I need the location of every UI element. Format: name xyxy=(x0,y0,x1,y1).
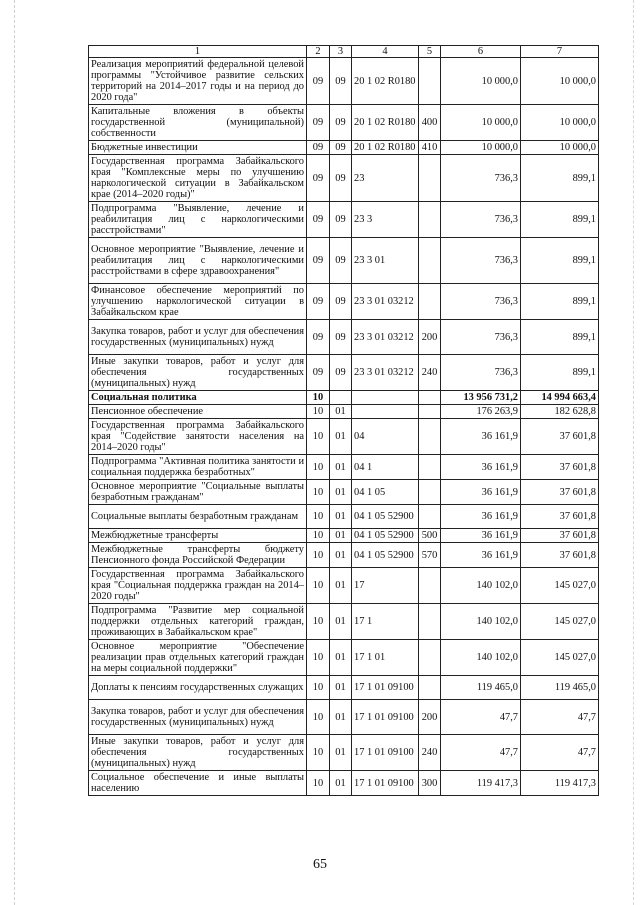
target-article-code xyxy=(352,405,419,419)
expense-type-code: 240 xyxy=(419,355,441,391)
row-name: Основное мероприятие "Социальные выплаты безработным гражданам" xyxy=(89,480,307,505)
amount-year-1: 140 102,0 xyxy=(441,604,521,640)
amount-year-1: 119 465,0 xyxy=(441,676,521,700)
row-name: Финансовое обеспечение мероприятий по улучшению наркологической ситуации в Забайкальском крае xyxy=(89,284,307,320)
subsection-code: 01 xyxy=(330,700,352,735)
amount-year-2: 37 601,8 xyxy=(521,419,599,455)
section-code: 09 xyxy=(307,320,330,355)
amount-year-1: 10 000,0 xyxy=(441,105,521,141)
expense-type-code xyxy=(419,640,441,676)
amount-year-2: 10 000,0 xyxy=(521,58,599,105)
amount-year-2: 10 000,0 xyxy=(521,141,599,155)
row-name: Основное мероприятие "Обеспечение реализации прав отдельных категорий граждан на меры социальной поддержки" xyxy=(89,640,307,676)
table-row xyxy=(89,543,599,568)
amount-year-1: 736,3 xyxy=(441,202,521,238)
expense-type-code xyxy=(419,284,441,320)
subsection-code: 01 xyxy=(330,676,352,700)
expense-type-code xyxy=(419,455,441,480)
table-row xyxy=(89,105,599,141)
amount-year-1: 140 102,0 xyxy=(441,640,521,676)
target-article-code: 23 3 xyxy=(352,202,419,238)
subsection-code: 09 xyxy=(330,202,352,238)
target-article-code: 17 1 01 09100 xyxy=(352,735,419,771)
section-code: 09 xyxy=(307,355,330,391)
row-name: Доплаты к пенсиям государственных служащих xyxy=(89,676,307,700)
row-name: Государственная программа Забайкальского края "Социальная поддержка граждан на 2014–2020 годы" xyxy=(89,568,307,604)
subsection-code: 09 xyxy=(330,105,352,141)
expense-type-code xyxy=(419,505,441,529)
table-row xyxy=(89,391,599,405)
subsection-code: 09 xyxy=(330,320,352,355)
expense-type-code xyxy=(419,568,441,604)
section-code: 10 xyxy=(307,505,330,529)
subsection-code: 09 xyxy=(330,141,352,155)
expense-type-code xyxy=(419,202,441,238)
amount-year-1: 36 161,9 xyxy=(441,543,521,568)
section-code: 10 xyxy=(307,419,330,455)
expense-type-code xyxy=(419,405,441,419)
table-row xyxy=(89,640,599,676)
amount-year-2: 47,7 xyxy=(521,700,599,735)
expense-type-code xyxy=(419,155,441,202)
target-article-code: 04 1 05 52900 xyxy=(352,505,419,529)
amount-year-1: 47,7 xyxy=(441,700,521,735)
row-name: Реализация мероприятий федеральной целевой программы "Устойчивое развитие сельских территорий на 2014–2017 годы и на период до 2020 года" xyxy=(89,58,307,105)
amount-year-1: 47,7 xyxy=(441,735,521,771)
section-code: 10 xyxy=(307,640,330,676)
target-article-code: 04 1 05 52900 xyxy=(352,543,419,568)
subsection-code: 01 xyxy=(330,640,352,676)
amount-year-1: 36 161,9 xyxy=(441,455,521,480)
amount-year-1: 13 956 731,2 xyxy=(441,391,521,405)
page-edge-left xyxy=(14,0,15,905)
expense-type-code xyxy=(419,604,441,640)
table-row xyxy=(89,771,599,796)
subsection-code: 09 xyxy=(330,58,352,105)
target-article-code: 17 1 01 09100 xyxy=(352,700,419,735)
subsection-code: 01 xyxy=(330,405,352,419)
expense-type-code xyxy=(419,480,441,505)
row-name: Межбюджетные трансферты xyxy=(89,529,307,543)
section-code: 09 xyxy=(307,238,330,284)
expense-type-code xyxy=(419,238,441,284)
row-name: Основное мероприятие "Выявление, лечение и реабилитация лиц с наркологическими расстройствами в сфере здравоохранения" xyxy=(89,238,307,284)
amount-year-2: 899,1 xyxy=(521,238,599,284)
amount-year-2: 37 601,8 xyxy=(521,543,599,568)
subsection-code: 09 xyxy=(330,355,352,391)
subsection-code: 01 xyxy=(330,735,352,771)
page-edge-right xyxy=(633,0,634,905)
amount-year-1: 736,3 xyxy=(441,320,521,355)
amount-year-2: 37 601,8 xyxy=(521,455,599,480)
amount-year-2: 37 601,8 xyxy=(521,529,599,543)
amount-year-2: 119 465,0 xyxy=(521,676,599,700)
target-article-code: 23 3 01 03212 xyxy=(352,320,419,355)
amount-year-2: 182 628,8 xyxy=(521,405,599,419)
table-row xyxy=(89,676,599,700)
section-code: 10 xyxy=(307,771,330,796)
subsection-code: 01 xyxy=(330,543,352,568)
target-article-code: 17 1 01 09100 xyxy=(352,771,419,796)
table-row xyxy=(89,700,599,735)
row-name: Подпрограмма "Выявление, лечение и реабилитация лиц с наркологическими расстройствами" xyxy=(89,202,307,238)
amount-year-2: 119 417,3 xyxy=(521,771,599,796)
amount-year-2: 37 601,8 xyxy=(521,505,599,529)
amount-year-1: 736,3 xyxy=(441,355,521,391)
expense-type-code: 240 xyxy=(419,735,441,771)
table-row xyxy=(89,480,599,505)
table-row xyxy=(89,155,599,202)
table-row xyxy=(89,604,599,640)
column-header: 5 xyxy=(419,46,441,58)
target-article-code: 17 1 01 09100 xyxy=(352,676,419,700)
column-header: 6 xyxy=(441,46,521,58)
table-header-row xyxy=(89,46,599,58)
expense-type-code: 570 xyxy=(419,543,441,568)
amount-year-1: 176 263,9 xyxy=(441,405,521,419)
target-article-code: 04 1 xyxy=(352,455,419,480)
table-row xyxy=(89,455,599,480)
section-code: 10 xyxy=(307,568,330,604)
column-header: 4 xyxy=(352,46,419,58)
section-code: 10 xyxy=(307,543,330,568)
subsection-code: 01 xyxy=(330,480,352,505)
amount-year-1: 10 000,0 xyxy=(441,141,521,155)
row-name: Иные закупки товаров, работ и услуг для обеспечения государственных (муниципальных) нужд xyxy=(89,355,307,391)
section-code: 09 xyxy=(307,284,330,320)
column-header: 2 xyxy=(307,46,330,58)
expense-type-code: 300 xyxy=(419,771,441,796)
row-name: Закупка товаров, работ и услуг для обеспечения государственных (муниципальных) нужд xyxy=(89,700,307,735)
subsection-code: 01 xyxy=(330,568,352,604)
subsection-code: 09 xyxy=(330,155,352,202)
page-number: 65 xyxy=(313,857,327,872)
table-row xyxy=(89,505,599,529)
subsection-code xyxy=(330,391,352,405)
expense-type-code: 200 xyxy=(419,700,441,735)
section-code: 10 xyxy=(307,700,330,735)
budget-table xyxy=(88,45,599,796)
section-code: 09 xyxy=(307,155,330,202)
target-article-code: 04 1 05 xyxy=(352,480,419,505)
amount-year-2: 899,1 xyxy=(521,284,599,320)
amount-year-1: 10 000,0 xyxy=(441,58,521,105)
target-article-code: 17 1 xyxy=(352,604,419,640)
amount-year-2: 145 027,0 xyxy=(521,640,599,676)
amount-year-2: 899,1 xyxy=(521,202,599,238)
row-name: Капитальные вложения в объекты государственной (муниципальной) собственности xyxy=(89,105,307,141)
amount-year-2: 899,1 xyxy=(521,355,599,391)
row-name: Закупка товаров, работ и услуг для обеспечения государственных (муниципальных) нужд xyxy=(89,320,307,355)
table-row xyxy=(89,568,599,604)
expense-type-code: 400 xyxy=(419,105,441,141)
subsection-code: 01 xyxy=(330,771,352,796)
target-article-code: 17 xyxy=(352,568,419,604)
expense-type-code: 410 xyxy=(419,141,441,155)
subsection-code: 01 xyxy=(330,604,352,640)
section-code: 10 xyxy=(307,676,330,700)
subsection-code: 09 xyxy=(330,284,352,320)
row-name: Бюджетные инвестиции xyxy=(89,141,307,155)
section-code: 09 xyxy=(307,141,330,155)
section-code: 10 xyxy=(307,735,330,771)
row-name: Подпрограмма "Активная политика занятости и социальная поддержка безработных" xyxy=(89,455,307,480)
section-code: 10 xyxy=(307,405,330,419)
section-code: 09 xyxy=(307,105,330,141)
amount-year-2: 10 000,0 xyxy=(521,105,599,141)
table-row xyxy=(89,735,599,771)
expense-type-code xyxy=(419,58,441,105)
table-row xyxy=(89,355,599,391)
section-code: 10 xyxy=(307,391,330,405)
amount-year-2: 37 601,8 xyxy=(521,480,599,505)
section-code: 10 xyxy=(307,529,330,543)
amount-year-2: 145 027,0 xyxy=(521,568,599,604)
table-row xyxy=(89,405,599,419)
amount-year-1: 36 161,9 xyxy=(441,480,521,505)
column-header: 1 xyxy=(89,46,307,58)
table-row xyxy=(89,58,599,105)
amount-year-1: 736,3 xyxy=(441,238,521,284)
amount-year-2: 14 994 663,4 xyxy=(521,391,599,405)
row-name: Государственная программа Забайкальского края "Содействие занятости населения на 2014–2020 годы" xyxy=(89,419,307,455)
amount-year-1: 36 161,9 xyxy=(441,505,521,529)
expense-type-code: 500 xyxy=(419,529,441,543)
section-code: 10 xyxy=(307,480,330,505)
row-name: Государственная программа Забайкальского края "Комплексные меры по улучшению наркологической ситуации в Забайкальском крае (2014–2020 годы)" xyxy=(89,155,307,202)
amount-year-1: 119 417,3 xyxy=(441,771,521,796)
expense-type-code xyxy=(419,419,441,455)
amount-year-1: 736,3 xyxy=(441,155,521,202)
expense-type-code xyxy=(419,391,441,405)
target-article-code: 04 1 05 52900 xyxy=(352,529,419,543)
target-article-code: 23 3 01 03212 xyxy=(352,284,419,320)
target-article-code: 17 1 01 xyxy=(352,640,419,676)
subsection-code: 01 xyxy=(330,505,352,529)
target-article-code: 23 xyxy=(352,155,419,202)
amount-year-1: 36 161,9 xyxy=(441,419,521,455)
row-name: Пенсионное обеспечение xyxy=(89,405,307,419)
target-article-code: 23 3 01 xyxy=(352,238,419,284)
table-row xyxy=(89,284,599,320)
amount-year-2: 899,1 xyxy=(521,320,599,355)
table-row xyxy=(89,202,599,238)
row-name: Межбюджетные трансферты бюджету Пенсионного фонда Российской Федерации xyxy=(89,543,307,568)
row-name: Социальная политика xyxy=(89,391,307,405)
subsection-code: 01 xyxy=(330,419,352,455)
target-article-code: 20 1 02 R0180 xyxy=(352,58,419,105)
column-header: 7 xyxy=(521,46,599,58)
table-row xyxy=(89,419,599,455)
table-row xyxy=(89,529,599,543)
expense-type-code xyxy=(419,676,441,700)
section-code: 10 xyxy=(307,455,330,480)
row-name: Социальное обеспечение и иные выплаты населению xyxy=(89,771,307,796)
amount-year-2: 47,7 xyxy=(521,735,599,771)
row-name: Иные закупки товаров, работ и услуг для обеспечения государственных (муниципальных) нужд xyxy=(89,735,307,771)
table-row xyxy=(89,141,599,155)
section-code: 09 xyxy=(307,202,330,238)
table-body xyxy=(89,58,599,796)
target-article-code xyxy=(352,391,419,405)
subsection-code: 01 xyxy=(330,455,352,480)
target-article-code: 20 1 02 R0180 xyxy=(352,105,419,141)
amount-year-1: 36 161,9 xyxy=(441,529,521,543)
subsection-code: 09 xyxy=(330,238,352,284)
expense-type-code: 200 xyxy=(419,320,441,355)
table-row xyxy=(89,238,599,284)
target-article-code: 04 xyxy=(352,419,419,455)
subsection-code: 01 xyxy=(330,529,352,543)
amount-year-2: 899,1 xyxy=(521,155,599,202)
section-code: 09 xyxy=(307,58,330,105)
table-row xyxy=(89,320,599,355)
target-article-code: 23 3 01 03212 xyxy=(352,355,419,391)
row-name: Социальные выплаты безработным гражданам xyxy=(89,505,307,529)
amount-year-1: 736,3 xyxy=(441,284,521,320)
target-article-code: 20 1 02 R0180 xyxy=(352,141,419,155)
column-header: 3 xyxy=(330,46,352,58)
section-code: 10 xyxy=(307,604,330,640)
row-name: Подпрограмма "Развитие мер социальной поддержки отдельных категорий граждан, проживающих в Забайкальском крае" xyxy=(89,604,307,640)
amount-year-1: 140 102,0 xyxy=(441,568,521,604)
amount-year-2: 145 027,0 xyxy=(521,604,599,640)
